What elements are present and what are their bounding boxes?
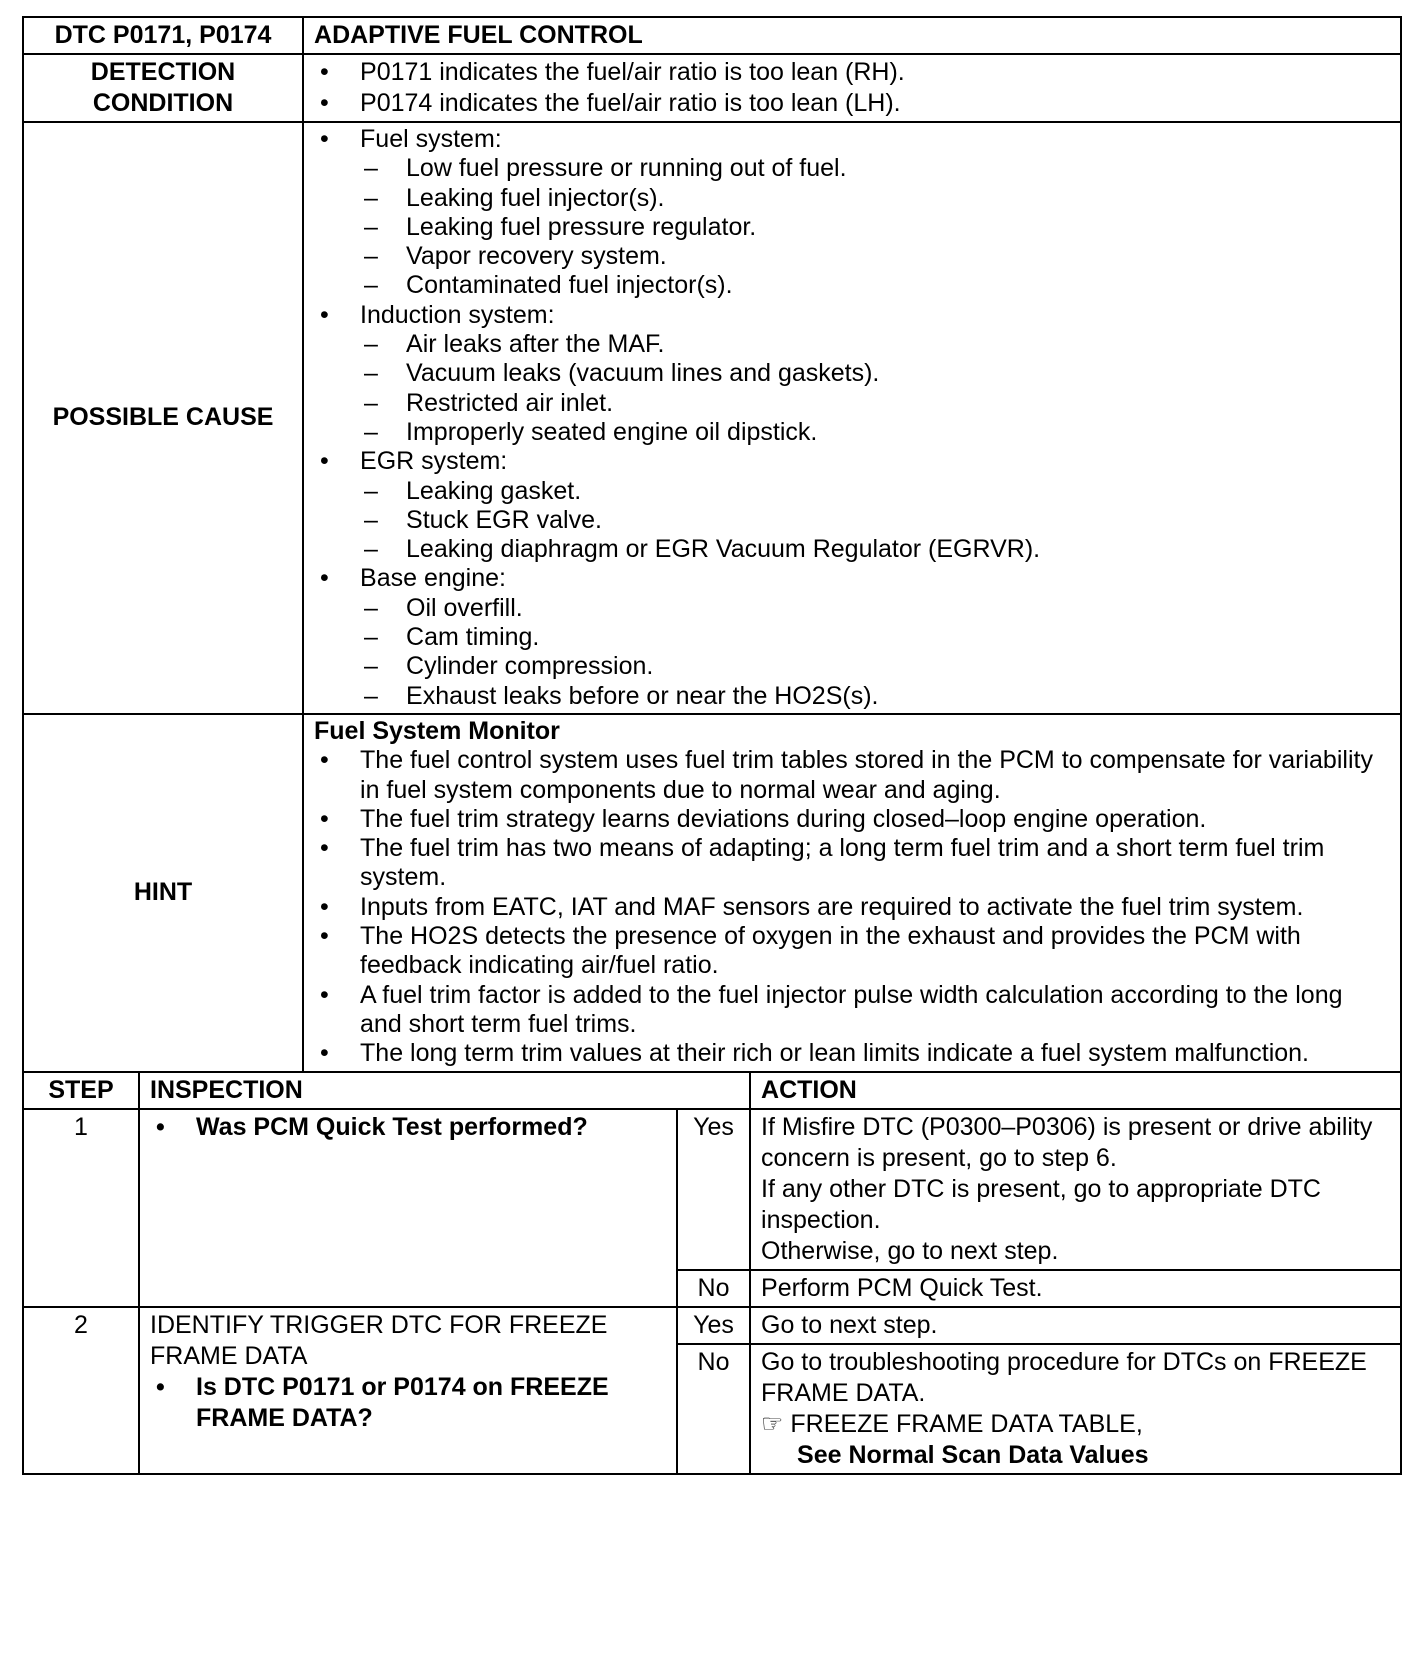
hint-item: • The long term trim values at their rich or lean limits indicate a fuel system malfunction. — [314, 1039, 1390, 1068]
step-2-no-action: Go to troubleshooting procedure for DTCs on FREEZE FRAME DATA. ☞ FREEZE FRAME DATA TABLE, See Normal Scan Data Values — [750, 1344, 1401, 1474]
cause-item: – Leaking fuel pressure regulator. — [360, 213, 1390, 242]
pointing-hand-icon: ☞ — [761, 1409, 784, 1438]
step-1-no-action: Perform PCM Quick Test. — [750, 1270, 1401, 1307]
step-column-header: STEP — [23, 1072, 139, 1109]
cause-item: – Leaking gasket. — [360, 477, 1390, 506]
hint-heading: Fuel System Monitor — [314, 716, 560, 745]
cause-item: – Vacuum leaks (vacuum lines and gaskets). — [360, 359, 1390, 388]
header-row — [23, 17, 1401, 54]
cause-item: – Contaminated fuel injector(s). — [360, 271, 1390, 300]
cause-group-base-engine: • Base engine: – Oil overfill. – Cam timing. – Cylinder compression. – Exhaust leaks before or near the HO2S(s). — [314, 564, 1390, 710]
possible-cause-content — [303, 122, 1401, 714]
cause-item: – Vapor recovery system. — [360, 242, 1390, 271]
cause-item: – Cam timing. — [360, 623, 1390, 652]
no-label: No — [677, 1344, 750, 1474]
cause-item: – Cylinder compression. — [360, 652, 1390, 681]
step-number: 2 — [23, 1307, 139, 1474]
detection-row — [23, 54, 1401, 122]
cause-item: – Oil overfill. — [360, 594, 1390, 623]
dtc-table — [22, 16, 1402, 1475]
possible-cause-label: POSSIBLE CAUSE — [23, 122, 303, 714]
dtc-title: ADAPTIVE FUEL CONTROL — [303, 17, 1401, 54]
cause-item: – Stuck EGR valve. — [360, 506, 1390, 535]
no-label: No — [677, 1270, 750, 1307]
detection-label: DETECTION CONDITION — [23, 54, 303, 122]
step-1-inspection — [139, 1109, 677, 1307]
step-2-yes-row — [23, 1307, 1401, 1344]
reference-link[interactable]: ☞ FREEZE FRAME DATA TABLE, — [761, 1409, 1143, 1438]
reference-detail: See Normal Scan Data Values — [797, 1440, 1149, 1469]
detection-item: • P0171 indicates the fuel/air ratio is too lean (RH). — [314, 57, 1390, 88]
hint-item: • The HO2S detects the presence of oxygen in the exhaust and provides the PCM with feedback indicating air/fuel ratio. — [314, 922, 1390, 981]
step-1-yes-action: If Misfire DTC (P0300–P0306) is present or drive ability concern is present, go to step 6. If any other DTC is present, go to appropriate DTC inspection. Otherwise, go to next step. — [750, 1109, 1401, 1270]
dtc-codes: DTC P0171, P0174 — [23, 17, 303, 54]
step-question: • Was PCM Quick Test performed? — [150, 1112, 666, 1143]
hint-row — [23, 714, 1401, 1072]
cause-item: – Restricted air inlet. — [360, 389, 1390, 418]
cause-group-induction: • Induction system: – Air leaks after the MAF. – Vacuum leaks (vacuum lines and gaskets). – Restricted air inlet. – Improperly seated engine oil dipstick. — [314, 301, 1390, 447]
hint-item: • The fuel trim strategy learns deviations during closed–loop engine operation. — [314, 805, 1390, 834]
dtc-document — [22, 16, 1400, 1475]
yes-label: Yes — [677, 1307, 750, 1344]
cause-item: – Leaking fuel injector(s). — [360, 184, 1390, 213]
hint-content — [303, 714, 1401, 1072]
action-column-header: ACTION — [750, 1072, 1401, 1109]
cause-group-egr: • EGR system: – Leaking gasket. – Stuck EGR valve. – Leaking diaphragm or EGR Vacuum Regulator (EGRVR). — [314, 447, 1390, 564]
yes-label: Yes — [677, 1109, 750, 1270]
step-question: • Is DTC P0171 or P0174 on FREEZE FRAME DATA? — [150, 1372, 666, 1434]
inspection-column-header: INSPECTION — [139, 1072, 750, 1109]
step-2-yes-action: Go to next step. — [750, 1307, 1401, 1344]
steps-header-row — [23, 1072, 1401, 1109]
step-number: 1 — [23, 1109, 139, 1307]
detection-content — [303, 54, 1401, 122]
step-title: IDENTIFY TRIGGER DTC FOR FREEZE FRAME DATA — [150, 1310, 608, 1370]
step-1-yes-row — [23, 1109, 1401, 1270]
hint-item: • A fuel trim factor is added to the fuel injector pulse width calculation according to the long and short term fuel trims. — [314, 981, 1390, 1040]
cause-group-fuel: • Fuel system: – Low fuel pressure or running out of fuel. – Leaking fuel injector(s). – Leaking fuel pressure regulator. – Vapor recovery system. – Contaminated fuel injector(s). — [314, 125, 1390, 301]
cause-item: – Air leaks after the MAF. — [360, 330, 1390, 359]
cause-item: – Improperly seated engine oil dipstick. — [360, 418, 1390, 447]
hint-item: • The fuel control system uses fuel trim tables stored in the PCM to compensate for variability in fuel system components due to normal wear and aging. — [314, 746, 1390, 805]
hint-label: HINT — [23, 714, 303, 1072]
detection-item: • P0174 indicates the fuel/air ratio is too lean (LH). — [314, 88, 1390, 119]
hint-item: • The fuel trim has two means of adapting; a long term fuel trim and a short term fuel trim system. — [314, 834, 1390, 893]
cause-item: – Exhaust leaks before or near the HO2S(s). — [360, 682, 1390, 711]
hint-item: • Inputs from EATC, IAT and MAF sensors are required to activate the fuel trim system. — [314, 893, 1390, 922]
step-2-inspection — [139, 1307, 677, 1474]
cause-item: – Leaking diaphragm or EGR Vacuum Regulator (EGRVR). — [360, 535, 1390, 564]
cause-item: – Low fuel pressure or running out of fuel. — [360, 154, 1390, 183]
possible-cause-row — [23, 122, 1401, 714]
